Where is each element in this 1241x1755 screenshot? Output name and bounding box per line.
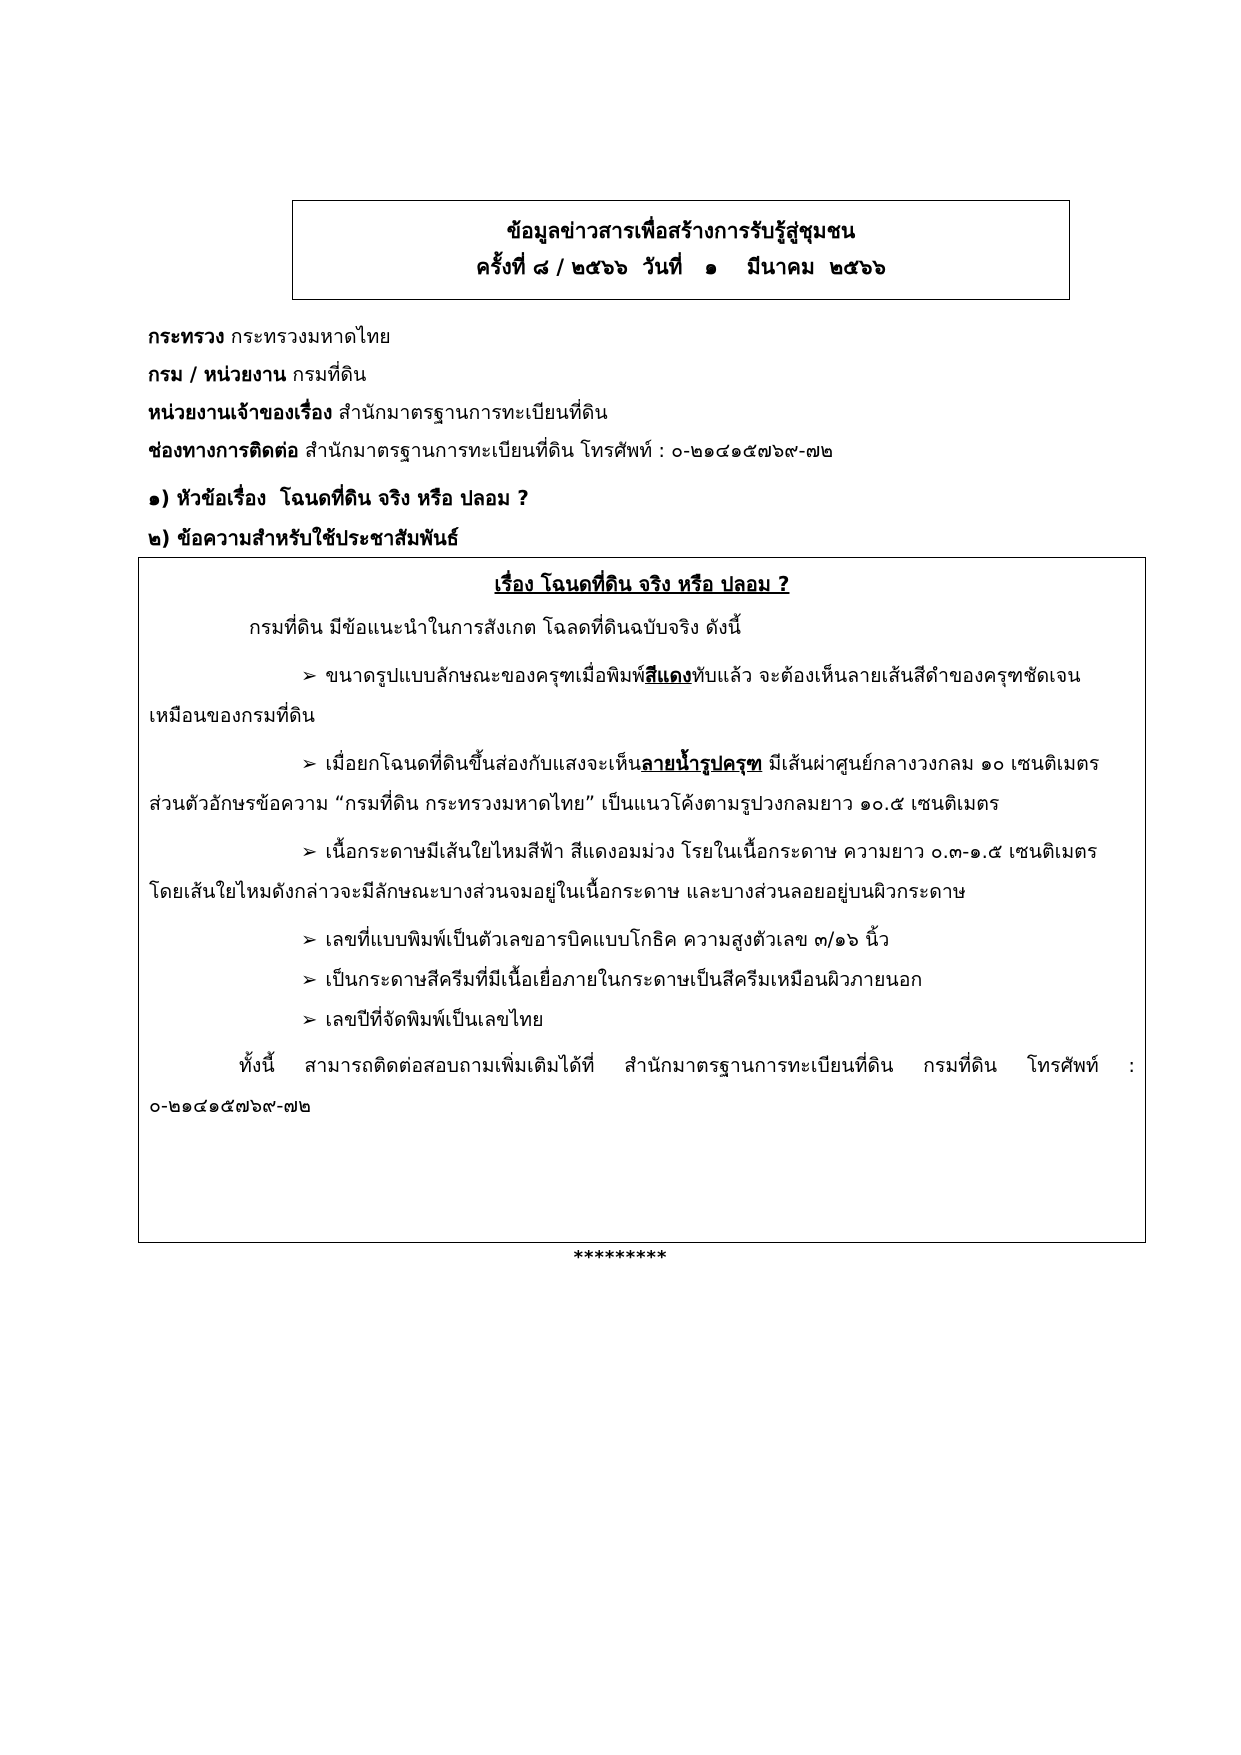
header-box <box>292 200 1070 300</box>
item6-text: เลขปีที่จัดพิมพ์เป็นเลขไทย <box>325 1008 544 1031</box>
arrow-bullet-icon: ➢ <box>301 968 318 991</box>
meta-department-value: กรมที่ดิน <box>292 363 367 386</box>
meta-contact-value: สำนักมาตรฐานการทะเบียนที่ดิน โทรศัพท์ : ๐-๒๑๔๑๕๗๖๙-๗๒ <box>304 439 834 462</box>
bullet-item-6 <box>149 1000 1135 1040</box>
arrow-bullet-icon: ➢ <box>301 840 318 863</box>
item4-text: เลขที่แบบพิมพ์เป็นตัวเลขอารบิคแบบโกธิค ความสูงตัวเลข ๓/๑๖ นิ้ว <box>325 928 890 951</box>
meta-owner <box>148 394 833 432</box>
meta-owner-value: สำนักมาตรฐานการทะเบียนที่ดิน <box>338 401 608 424</box>
topic-section <box>148 478 529 558</box>
bullet-item-4 <box>149 920 1135 960</box>
story-title: เรื่อง โฉนดที่ดิน จริง หรือ ปลอม ? <box>494 572 790 596</box>
item1-text-post: ทับแล้ว จะต้องเห็นลายเส้นสีดำของครุฑชัดเจนเหมือนของกรมที่ดิน <box>149 664 1081 727</box>
topic-pr-line: ๒) ข้อความสำหรับใช้ประชาสัมพันธ์ <box>148 526 459 550</box>
meta-ministry-value: กระทรวงมหาดไทย <box>230 325 391 348</box>
intro-paragraph: กรมที่ดิน มีข้อแนะนำในการสังเกต โฉลดที่ดินฉบับจริง ดังนี้ <box>249 616 741 639</box>
item2-emphasis: ลายน้ำรูปครุฑ <box>641 752 763 775</box>
meta-contact <box>148 432 833 470</box>
press-content-box <box>138 557 1146 1243</box>
arrow-bullet-icon: ➢ <box>301 664 318 687</box>
item3-text: เนื้อกระดาษมีเส้นใยไหมสีฟ้า สีแดงอมม่วง โรยในเนื้อกระดาษ ความยาว ๐.๓-๑.๕ เซนติเมตร โดยเส้นใยไหมดังกล่าวจะมีลักษณะบางส่วนจมอยู่ในเนื้อกระดาษ และบางส่วนลอยอยู่บนผิวกระดาษ <box>149 840 1098 903</box>
bullet-item-3 <box>149 832 1135 912</box>
header-issue: ครั้งที่ ๘ / ๒๕๖๖ วันที่ ๑ มีนาคม ๒๕๖๖ <box>476 255 886 279</box>
meta-ministry <box>148 318 833 356</box>
bullet-item-1 <box>149 656 1135 736</box>
item5-text: เป็นกระดาษสีครีมที่มีเนื้อเยื่อภายในกระดาษเป็นสีครีมเหมือนผิวภายนอก <box>325 968 923 991</box>
arrow-bullet-icon: ➢ <box>301 752 318 775</box>
arrow-bullet-icon: ➢ <box>301 928 318 951</box>
arrow-bullet-icon: ➢ <box>301 1008 318 1031</box>
end-marker: ********* <box>573 1247 668 1268</box>
item2-text-post: มีเส้นผ่าศูนย์กลางวงกลม ๑๐ เซนติเมตร ส่วนตัวอักษรข้อความ “กรมที่ดิน กระทรวงมหาดไทย” เป็นแนวโค้งตามรูปวงกลมยาว ๑๐.๕ เซนติเมตร <box>149 752 1100 815</box>
bullet-item-2 <box>149 744 1135 824</box>
meta-owner-label: หน่วยงานเจ้าของเรื่อง <box>148 401 333 424</box>
closing-paragraph: ทั้งนี้ สามารถติดต่อสอบถามเพิ่มเติมได้ที่ สำนักมาตรฐานการทะเบียนที่ดิน กรมที่ดิน โทรศัพท์ : ๐-๒๑๔๑๕๗๖๙-๗๒ <box>149 1054 1135 1117</box>
meta-department <box>148 356 833 394</box>
meta-section <box>148 318 833 470</box>
item1-text-pre: ขนาดรูปแบบลักษณะของครุฑเมื่อพิมพ์ <box>325 664 646 687</box>
meta-ministry-label: กระทรวง <box>148 325 225 348</box>
header-title: ข้อมูลข่าวสารเพื่อสร้างการรับรู้สู่ชุมชน <box>506 219 856 243</box>
bullet-item-5 <box>149 960 1135 1000</box>
meta-department-label: กรม / หน่วยงาน <box>148 363 287 386</box>
item2-text-pre: เมื่อยกโฉนดที่ดินขึ้นส่องกับแสงจะเห็น <box>325 752 642 775</box>
meta-contact-label: ช่องทางการติดต่อ <box>148 439 299 462</box>
item1-emphasis: สีแดง <box>645 664 692 687</box>
topic-subject: ๑) หัวข้อเรื่อง โฉนดที่ดิน จริง หรือ ปลอม ? <box>148 486 529 510</box>
